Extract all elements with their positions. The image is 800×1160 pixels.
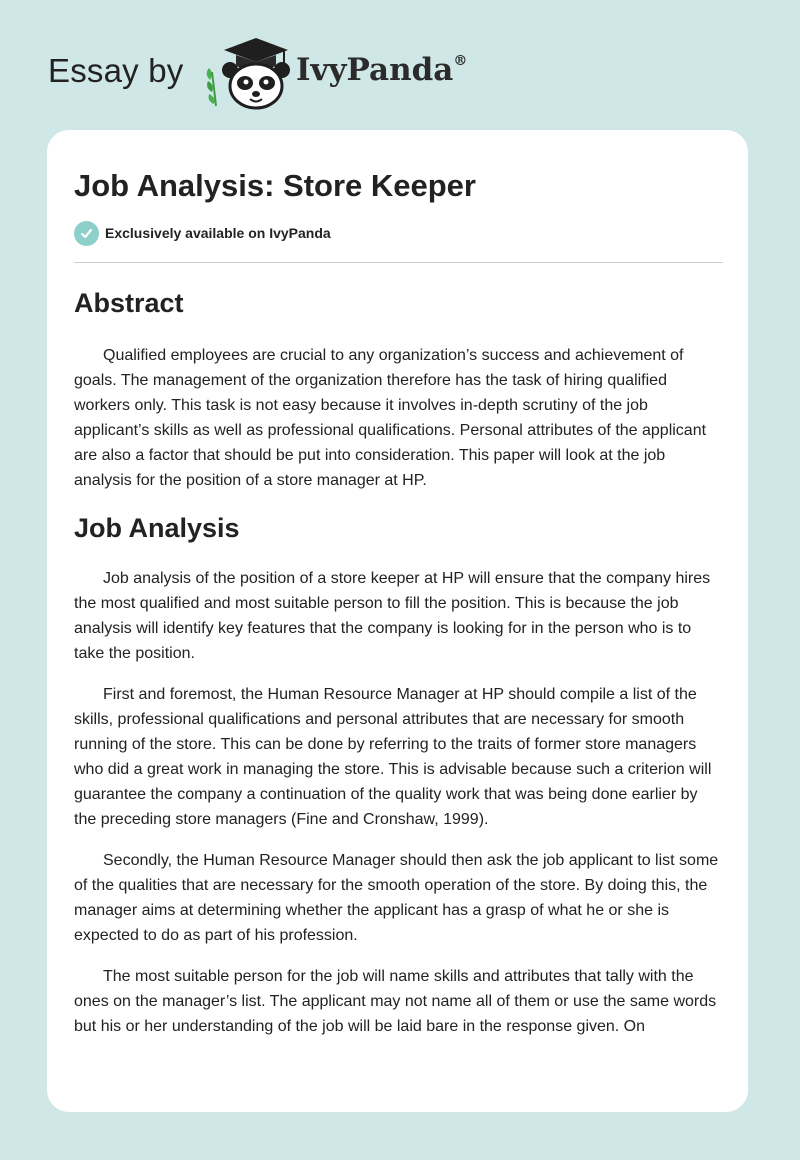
essay-by-label: Essay by xyxy=(48,52,184,89)
paragraph: Job analysis of the position of a store keeper at HP will ensure that the company hires the most qualified and most suitable person to fill the position. This is because the job analysis will identify key features that the company is looking for in the person who is to take the position. xyxy=(74,570,711,662)
ivypanda-logo-text xyxy=(296,52,467,88)
essay-card xyxy=(47,130,748,1112)
registered-mark: ® xyxy=(453,52,468,69)
exclusive-badge xyxy=(74,220,724,246)
check-circle-icon xyxy=(74,221,99,246)
divider xyxy=(74,262,723,263)
paragraph: The most suitable person for the job will name skills and attributes that tally with the ones on the manager’s list. The applicant may not name all of them or use the same words but his or her understanding of the job will be laid bare in the response given. On xyxy=(74,968,717,1035)
section-heading-abstract: Abstract xyxy=(74,288,184,318)
exclusive-badge-label: Exclusively available on IvyPanda xyxy=(105,225,331,241)
site-header xyxy=(48,34,548,114)
brand-name-label: IvyPanda xyxy=(296,52,454,88)
paragraph: Secondly, the Human Resource Manager should then ask the job applicant to list some of the qualities that are necessary for the smooth operation of the store. By doing this, the manager aims at determining whether the applicant has a grasp of what he or she is expected to do as part of his profession. xyxy=(74,852,719,944)
section-heading-job-analysis: Job Analysis xyxy=(74,513,240,543)
page-title: Job Analysis: Store Keeper xyxy=(74,168,476,203)
panda-graduate-icon xyxy=(200,36,290,110)
essay-content xyxy=(74,168,724,1039)
paragraph: First and foremost, the Human Resource Manager at HP should compile a list of the skills, professional qualifications and personal attributes that are necessary for smooth running of the store. This can be done by referring to the traits of former store managers who did a great work in managing the store. This is advisable because such a criterion will guarantee the company a continuation of the quality work that was being done earlier by the preceding store managers (Fine and Cronshaw, 1999). xyxy=(74,686,712,828)
paragraph: Qualified employees are crucial to any organization’s success and achievement of goals. The management of the organization therefore has the task of hiring qualified workers only. This task is not easy because it involves in-depth scrutiny of the job applicant’s skills as well as professional qualifications. Personal attributes of the applicant are also a factor that should be put into consideration. This paper will look at the job analysis for the position of a store manager at HP. xyxy=(74,347,707,489)
